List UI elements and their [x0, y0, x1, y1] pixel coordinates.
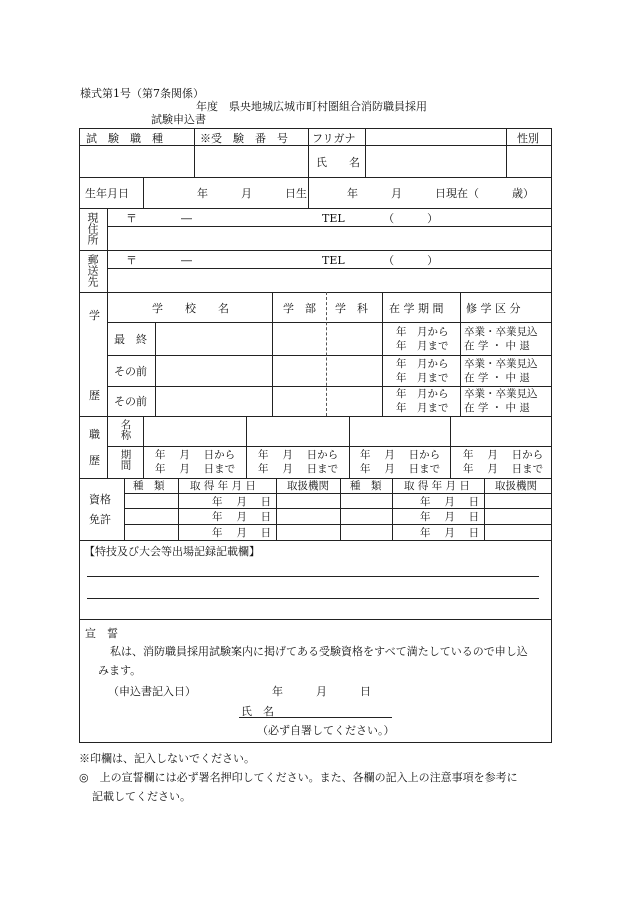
signature-line[interactable] [239, 717, 392, 718]
department-header: 学 科 [335, 302, 368, 315]
signature-name-label: 氏 名 [241, 705, 274, 718]
career-to: 年 月 日まで [463, 463, 544, 475]
gender-header: 性別 [517, 132, 539, 145]
edu-period-from: 年 月から [396, 358, 449, 370]
mailing-address-field[interactable] [108, 269, 551, 291]
application-date-label: （申込書記入日） [108, 685, 196, 698]
career-label-top: 職 [89, 428, 100, 441]
year-line: 年度 県央地城広城市町村圏組合消防職員採用 [196, 100, 427, 113]
career-to: 年 月 日まで [360, 463, 441, 475]
license-date: 年 月 日 [212, 511, 272, 523]
note-3: 記載してください。 [92, 790, 191, 803]
signature-note: （必ず自署してください。） [257, 724, 395, 737]
exam-number-header: ※受 験 番 号 [200, 132, 288, 145]
edu-period-to: 年 月まで [396, 372, 449, 384]
license-agency-header: 取扱機関 [495, 480, 537, 492]
special-skills-line[interactable] [87, 598, 539, 599]
current-tel: TEL （ ） [322, 212, 439, 225]
mailing-tel: TEL （ ） [322, 254, 439, 267]
age-as-of: 年 月 日現在（ 歳） [347, 187, 534, 200]
career-to: 年 月 日まで [155, 463, 236, 475]
license-agency-header: 取扱機関 [287, 480, 329, 492]
license-date: 年 月 日 [212, 496, 272, 508]
edu-row-label: 最 終 [114, 333, 147, 346]
edu-status-2: 在 学 ・ 中 退 [464, 402, 530, 414]
name-field[interactable] [366, 146, 505, 176]
edu-period-from: 年 月から [396, 326, 449, 338]
license-acquired-header: 取 得 年 月 日 [190, 480, 256, 492]
note-1: ※印欄は、記入しないでください。 [79, 752, 255, 765]
special-skills-line[interactable] [87, 576, 539, 577]
license-label-1: 資格 [89, 493, 111, 506]
birth-date: 年 月 日生 [197, 187, 307, 200]
edu-status-2: 在 学 ・ 中 退 [464, 340, 530, 352]
license-acquired-header: 取 得 年 月 日 [404, 480, 470, 492]
birth-label: 生年月日 [85, 187, 129, 200]
education-label-bottom: 歴 [89, 389, 100, 402]
form-number: 様式第1号（第7条関係） [80, 87, 204, 100]
status-header: 修 学 区 分 [466, 302, 521, 315]
license-date: 年 月 日 [212, 527, 272, 539]
faculty-header: 学 部 [283, 302, 316, 315]
special-skills-label: 【特技及び大会等出場記録記載欄】 [84, 545, 260, 558]
application-date: 年 月 日 [272, 685, 371, 698]
license-date: 年 月 日 [420, 511, 480, 523]
career-from: 年 月 日から [360, 449, 441, 461]
edu-status-2: 在 学 ・ 中 退 [464, 372, 530, 384]
career-label-bottom: 歴 [89, 454, 100, 467]
career-name-label: 名称 [119, 419, 132, 440]
exam-type-header: 試 験 職 種 [86, 132, 163, 145]
education-label-top: 学 [89, 309, 100, 322]
current-address-label: 現住所 [86, 212, 99, 245]
license-date: 年 月 日 [420, 496, 480, 508]
career-from: 年 月 日から [155, 449, 236, 461]
career-period-label: 期間 [119, 449, 132, 470]
mailing-postal-code: 〒 ― [126, 254, 192, 267]
exam-type-field[interactable] [80, 146, 193, 176]
current-address-field[interactable] [108, 227, 551, 249]
career-from: 年 月 日から [258, 449, 339, 461]
edu-status-1: 卒業・卒業見込 [464, 388, 538, 400]
edu-status-1: 卒業・卒業見込 [464, 358, 538, 370]
form-title: 試験申込書 [151, 113, 206, 126]
edu-period-from: 年 月から [396, 388, 449, 400]
license-kind-header: 種 類 [133, 480, 165, 492]
edu-period-to: 年 月まで [396, 340, 449, 352]
career-to: 年 月 日まで [258, 463, 339, 475]
current-postal-code: 〒 ― [126, 212, 192, 225]
postal-address-label: 郵送先 [86, 254, 99, 287]
license-label-2: 免許 [89, 513, 111, 526]
furigana-header: フリガナ [312, 132, 356, 145]
oath-text-1: 私は、消防職員採用試験案内に掲げてある受験資格をすべて満たしているので申し込 [110, 645, 528, 658]
career-from: 年 月 日から [463, 449, 544, 461]
edu-row-label: その前 [114, 365, 147, 378]
license-date: 年 月 日 [420, 527, 480, 539]
school-name-header: 学 校 名 [152, 302, 229, 315]
name-header: 氏 名 [316, 156, 360, 169]
oath-text-2: みます。 [98, 664, 142, 677]
oath-label: 宣 誓 [85, 627, 118, 640]
edu-period-to: 年 月まで [396, 402, 449, 414]
period-header: 在 学 期 間 [389, 302, 444, 315]
note-2: ◎ 上の宣誓欄には必ず署名押印してください。また、各欄の記入上の注意事項を参考に [79, 771, 518, 784]
edu-row-label: その前 [114, 395, 147, 408]
license-kind-header: 種 類 [350, 480, 382, 492]
edu-status-1: 卒業・卒業見込 [464, 326, 538, 338]
